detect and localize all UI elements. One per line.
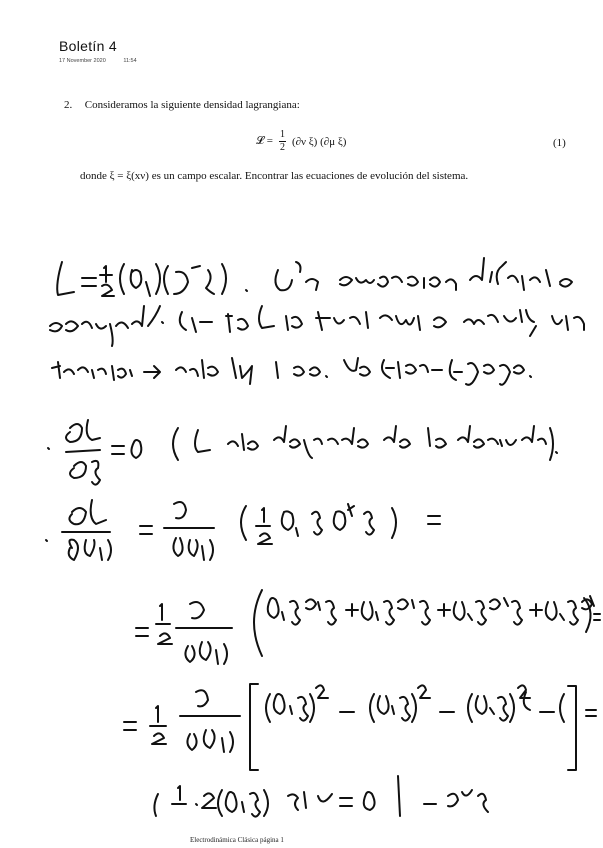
note-time: 11:54: [123, 58, 137, 64]
page-title: Boletín 4: [59, 38, 117, 54]
equation-frac-num: 1: [279, 129, 285, 140]
page-footer: Electrodinámica Clásica página 1: [190, 836, 284, 844]
equation-lhs: 𝓛 =: [256, 135, 273, 147]
handwritten-line-8: [154, 776, 488, 817]
problem-text: Consideramos la siguiente densidad lagrangiana:: [84, 99, 300, 111]
handwritten-line-3: [52, 358, 531, 385]
handwritten-line-6: [136, 590, 600, 664]
handwritten-line-7: [124, 684, 596, 770]
handwritten-line-2: [50, 306, 584, 346]
equation-number: (1): [553, 137, 566, 149]
handwritten-line-1: [57, 258, 572, 296]
note-date: 17 November 2020: [59, 58, 106, 64]
handwritten-line-4: [48, 420, 557, 485]
equation-frac-den: 2: [279, 142, 285, 153]
problem-number: 2.: [64, 99, 73, 111]
problem-paragraph: donde ξ = ξ(xν) es un campo escalar. Encontrar las ecuaciones de evolución del sistema.: [80, 170, 469, 182]
handwritten-line-5: [46, 500, 440, 560]
equation-rhs: (∂ν ξ) (∂μ ξ): [291, 135, 347, 148]
